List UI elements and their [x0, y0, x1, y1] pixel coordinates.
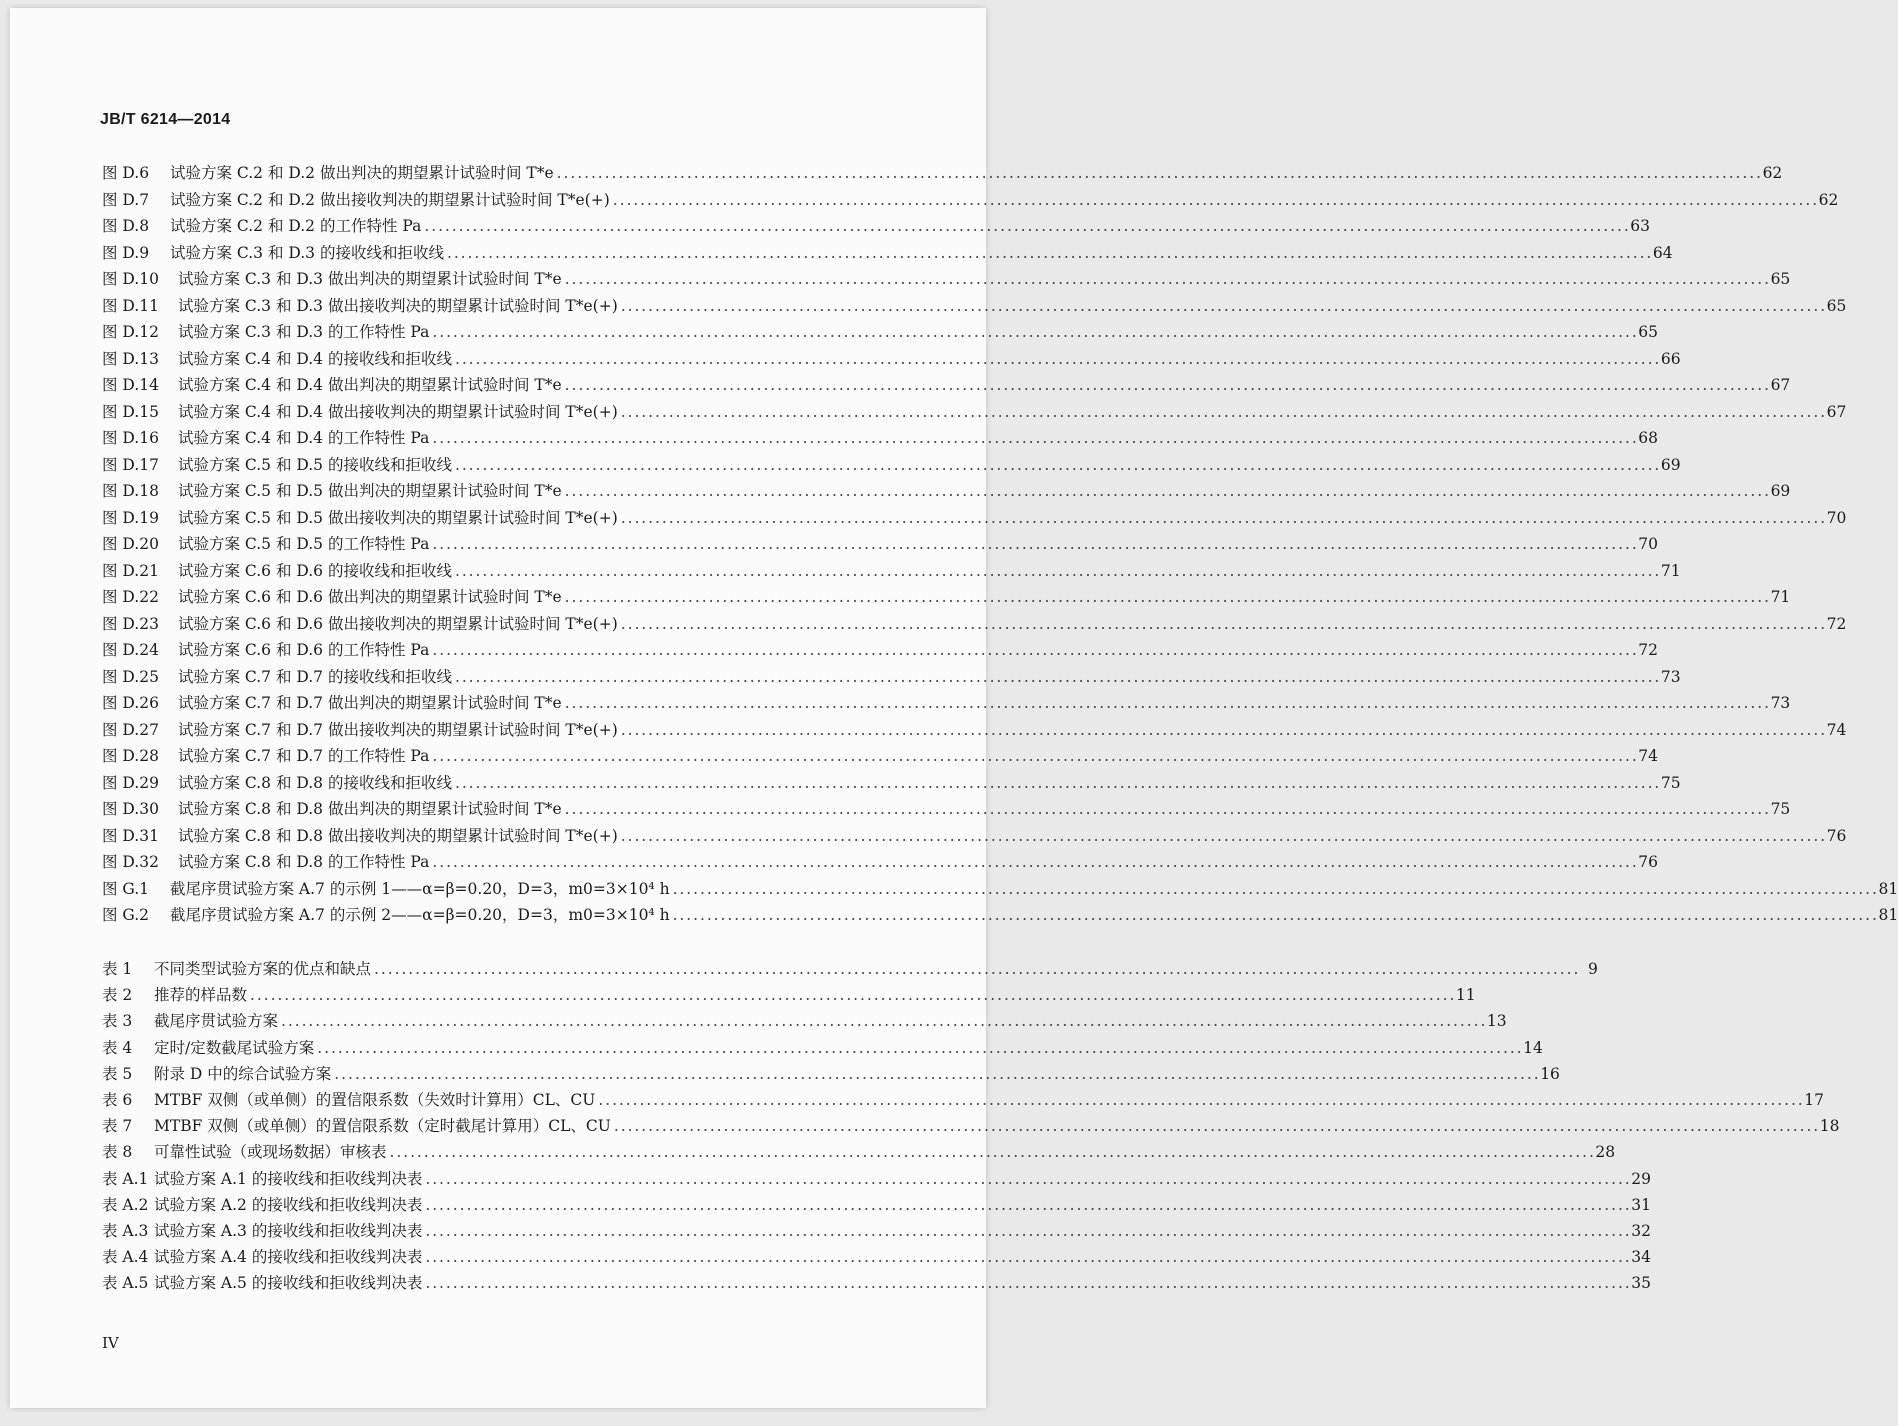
entry-title: 试验方案 C.5 和 D.5 做出接收判决的期望累计试验时间 T*e(+) [178, 508, 618, 527]
entry-title: 附录 D 中的综合试验方案 [154, 1064, 332, 1083]
dot-leader [455, 562, 1658, 580]
entry-number: 表 A.1 [102, 1169, 149, 1188]
dot-leader [425, 1248, 1628, 1266]
figure-entry[interactable] [102, 532, 1658, 559]
entry-page-number: 18 [1819, 1117, 1840, 1136]
figure-entry[interactable] [102, 718, 1847, 745]
figure-entry[interactable] [102, 877, 1898, 904]
entry-number: 图 D.27 [102, 720, 159, 739]
entry-number: 图 D.23 [102, 614, 159, 633]
entry-title: 试验方案 C.4 和 D.4 的接收线和拒收线 [178, 349, 452, 368]
entry-title: 试验方案 C.5 和 D.5 做出判决的期望累计试验时间 T*e [178, 482, 562, 500]
dot-leader [673, 906, 1876, 924]
entry-number: 图 D.9 [102, 243, 150, 262]
entry-title: 试验方案 A.4 的接收线和拒收线判决表 [154, 1248, 423, 1267]
document-page [10, 8, 1898, 1408]
entry-number: 图 D.24 [102, 641, 159, 659]
entry-title: 试验方案 A.5 的接收线和拒收线判决表 [154, 1274, 423, 1293]
figure-entry[interactable] [102, 373, 1791, 400]
figure-entry[interactable] [102, 559, 1681, 586]
table-entry[interactable] [102, 1140, 1616, 1166]
dot-leader [565, 270, 1768, 288]
dot-leader [432, 535, 1635, 553]
entry-title: 定时/定数截尾试验方案 [154, 1038, 315, 1057]
dot-leader [447, 244, 1650, 262]
entry-number: 图 D.26 [102, 694, 159, 712]
dot-leader [281, 1012, 1484, 1030]
dot-leader [621, 297, 1824, 315]
entry-title: 试验方案 C.6 和 D.6 做出判决的期望累计试验时间 T*e [178, 588, 562, 606]
entry-title: 试验方案 C.3 和 D.3 做出判决的期望累计试验时间 T*e [178, 270, 562, 288]
dot-leader [432, 641, 1635, 659]
entry-number: 图 D.30 [102, 800, 159, 818]
entry-number: 图 D.29 [102, 773, 159, 792]
figure-entry[interactable] [102, 267, 1791, 294]
table-entry[interactable] [102, 1219, 1651, 1245]
entry-page-number: 68 [1638, 429, 1658, 447]
table-entry[interactable] [102, 1114, 1840, 1140]
table-entry[interactable] [102, 1062, 1560, 1088]
dot-leader [374, 960, 1577, 978]
dot-leader [621, 827, 1824, 845]
entry-page-number: 17 [1804, 1090, 1824, 1109]
table-entry[interactable] [102, 1245, 1651, 1271]
entry-page-number: 32 [1631, 1221, 1651, 1240]
entry-number: 表 1 [102, 960, 133, 978]
entry-title: 试验方案 A.2 的接收线和拒收线判决表 [154, 1195, 423, 1214]
dot-leader [455, 668, 1658, 686]
figure-entry[interactable] [102, 347, 1681, 374]
entry-number: 图 G.2 [102, 906, 150, 924]
dot-leader [565, 694, 1768, 712]
dot-leader [621, 509, 1824, 527]
entry-page-number: 76 [1826, 826, 1847, 845]
entry-page-number: 70 [1826, 508, 1847, 527]
dot-leader [598, 1091, 1801, 1109]
dot-leader [432, 429, 1635, 447]
entry-page-number: 66 [1660, 349, 1681, 368]
figure-entry[interactable] [102, 585, 1791, 612]
entry-page-number: 71 [1660, 561, 1681, 580]
entry-number: 表 A.5 [102, 1274, 149, 1293]
entry-page-number: 65 [1826, 296, 1847, 315]
entry-title: 试验方案 C.4 和 D.4 做出判决的期望累计试验时间 T*e [178, 376, 562, 394]
entry-title: 试验方案 C.6 和 D.6 做出接收判决的期望累计试验时间 T*e(+) [178, 614, 618, 633]
entry-page-number: 73 [1660, 667, 1681, 686]
figure-entry[interactable] [102, 188, 1839, 215]
figure-entry[interactable] [102, 824, 1847, 851]
entry-number: 图 D.13 [102, 349, 159, 368]
dot-leader [432, 323, 1635, 341]
table-entry[interactable] [102, 1167, 1651, 1193]
entry-page-number: 67 [1826, 402, 1847, 421]
entry-page-number: 71 [1770, 588, 1791, 606]
entry-number: 表 7 [102, 1117, 133, 1136]
entry-number: 图 D.17 [102, 455, 159, 474]
entry-number: 图 D.22 [102, 588, 159, 606]
entry-page-number: 76 [1638, 853, 1658, 871]
entry-page-number: 69 [1660, 455, 1681, 474]
entry-number: 图 D.7 [102, 190, 150, 209]
page-number: IV [102, 1334, 119, 1352]
entry-number: 图 D.6 [102, 164, 150, 182]
entry-number: 图 D.25 [102, 667, 159, 686]
entry-title: 试验方案 C.7 和 D.7 做出接收判决的期望累计试验时间 T*e(+) [178, 720, 618, 739]
table-entry[interactable] [102, 957, 1598, 983]
document-code: JB/T 6214—2014 [100, 111, 231, 128]
table-entry[interactable] [102, 1193, 1651, 1219]
entry-number: 图 D.19 [102, 508, 159, 527]
dot-leader [390, 1143, 1593, 1161]
dot-leader [565, 800, 1768, 818]
entry-number: 图 D.31 [102, 826, 159, 845]
entry-page-number: 72 [1826, 614, 1847, 633]
figure-entry[interactable] [102, 426, 1658, 453]
figure-entry[interactable] [102, 479, 1791, 506]
entry-page-number: 81 [1878, 906, 1898, 924]
dot-leader [455, 774, 1658, 792]
entry-title: 推荐的样品数 [154, 986, 248, 1005]
dot-leader [621, 721, 1824, 739]
list-of-tables [102, 957, 1840, 1297]
entry-page-number: 31 [1631, 1195, 1651, 1214]
entry-page-number: 62 [1818, 190, 1839, 209]
figure-entry[interactable] [102, 612, 1847, 639]
figure-entry[interactable] [102, 665, 1681, 692]
entry-title: 试验方案 C.3 和 D.3 的工作特性 Pa [178, 323, 430, 341]
figure-entry[interactable] [102, 400, 1847, 427]
figure-entry[interactable] [102, 161, 1783, 188]
entry-number: 图 D.20 [102, 535, 159, 553]
entry-page-number: 13 [1486, 1012, 1507, 1031]
figure-entry[interactable] [102, 850, 1658, 877]
dot-leader [424, 217, 1627, 235]
figure-entry[interactable] [102, 797, 1791, 824]
table-entry[interactable] [102, 1088, 1824, 1114]
entry-number: 图 D.15 [102, 402, 159, 421]
figure-entry[interactable] [102, 744, 1658, 771]
entry-title: 试验方案 C.5 和 D.5 的工作特性 Pa [178, 535, 430, 553]
dot-leader [425, 1274, 1628, 1292]
table-entry[interactable] [102, 1271, 1651, 1297]
entry-page-number: 75 [1770, 800, 1791, 818]
entry-number: 图 D.8 [102, 217, 150, 235]
entry-title: 可靠性试验（或现场数据）审核表 [154, 1143, 387, 1162]
entry-page-number: 74 [1638, 747, 1658, 765]
entry-number: 图 G.1 [102, 879, 150, 898]
dot-leader [250, 986, 1453, 1004]
entry-page-number: 65 [1770, 270, 1791, 288]
entry-page-number: 62 [1762, 164, 1783, 182]
entry-page-number: 34 [1631, 1248, 1651, 1267]
dot-leader [432, 747, 1635, 765]
entry-number: 表 2 [102, 986, 133, 1005]
figure-entry[interactable] [102, 241, 1673, 268]
dot-leader [614, 1117, 1817, 1135]
entry-title: 试验方案 C.7 和 D.7 的接收线和拒收线 [178, 667, 452, 686]
figure-entry[interactable] [102, 320, 1658, 347]
entry-page-number: 29 [1631, 1169, 1651, 1188]
dot-leader [455, 350, 1658, 368]
dot-leader [334, 1065, 1537, 1083]
entry-number: 表 4 [102, 1038, 133, 1057]
entry-page-number: 11 [1455, 986, 1476, 1005]
table-entry[interactable] [102, 1036, 1543, 1062]
entry-number: 表 5 [102, 1064, 133, 1083]
entry-number: 图 D.32 [102, 853, 159, 871]
entry-title: 试验方案 C.4 和 D.4 做出接收判决的期望累计试验时间 T*e(+) [178, 402, 618, 421]
dot-leader [565, 376, 1768, 394]
dot-leader [425, 1170, 1628, 1188]
entry-page-number: 14 [1523, 1038, 1543, 1057]
entry-title: 不同类型试验方案的优点和缺点 [154, 960, 372, 978]
entry-title: 截尾序贯试验方案 A.7 的示例 2——α=β=0.20，D=3，m0=3×10⁴ h [170, 906, 670, 924]
entry-number: 表 A.4 [102, 1248, 149, 1267]
figure-entry[interactable] [102, 691, 1791, 718]
entry-number: 表 A.2 [102, 1195, 149, 1214]
entry-number: 图 D.18 [102, 482, 159, 500]
entry-page-number: 35 [1631, 1274, 1651, 1293]
entry-page-number: 69 [1770, 482, 1791, 500]
entry-title: 试验方案 C.3 和 D.3 做出接收判决的期望累计试验时间 T*e(+) [178, 296, 618, 315]
table-entry[interactable] [102, 1009, 1507, 1035]
dot-leader [673, 880, 1876, 898]
entry-page-number: 74 [1826, 720, 1847, 739]
entry-title: 试验方案 C.8 和 D.8 做出接收判决的期望累计试验时间 T*e(+) [178, 826, 618, 845]
entry-title: 试验方案 C.5 和 D.5 的接收线和拒收线 [178, 455, 452, 474]
dot-leader [613, 191, 1816, 209]
dot-leader [565, 588, 1768, 606]
entry-title: 试验方案 C.4 和 D.4 的工作特性 Pa [178, 429, 430, 447]
entry-title: 试验方案 C.7 和 D.7 的工作特性 Pa [178, 747, 430, 765]
dot-leader [432, 853, 1635, 871]
entry-page-number: 16 [1540, 1064, 1560, 1083]
entry-number: 图 D.10 [102, 270, 159, 288]
entry-title: 截尾序贯试验方案 A.7 的示例 1——α=β=0.20，D=3，m0=3×10⁴ h [170, 879, 670, 898]
entry-number: 图 D.14 [102, 376, 159, 394]
entry-number: 图 D.16 [102, 429, 159, 447]
entry-page-number: 73 [1770, 694, 1791, 712]
entry-title: 试验方案 C.8 和 D.8 的工作特性 Pa [178, 853, 430, 871]
figure-entry[interactable] [102, 506, 1847, 533]
entry-page-number: 63 [1630, 217, 1650, 235]
entry-number: 图 D.21 [102, 561, 159, 580]
dot-leader [317, 1039, 1520, 1057]
entry-title: 试验方案 C.2 和 D.2 的工作特性 Pa [170, 217, 422, 235]
dot-leader [621, 403, 1824, 421]
list-of-figures [102, 161, 1898, 930]
entry-number: 表 8 [102, 1143, 133, 1162]
dot-leader [425, 1196, 1628, 1214]
entry-title: 试验方案 C.8 和 D.8 的接收线和拒收线 [178, 773, 452, 792]
entry-page-number: 64 [1652, 243, 1673, 262]
entry-page-number: 81 [1878, 879, 1898, 898]
entry-page-number: 65 [1638, 323, 1658, 341]
entry-title: MTBF 双侧（或单侧）的置信限系数（定时截尾计算用）CL、CU [154, 1117, 611, 1136]
entry-title: 试验方案 C.8 和 D.8 做出判决的期望累计试验时间 T*e [178, 800, 562, 818]
entry-page-number: 67 [1770, 376, 1791, 394]
entry-title: 截尾序贯试验方案 [154, 1012, 279, 1031]
dot-leader [565, 482, 1768, 500]
entry-title: MTBF 双侧（或单侧）的置信限系数（失效时计算用）CL、CU [154, 1090, 596, 1109]
dot-leader [455, 456, 1658, 474]
figure-entry[interactable] [102, 214, 1650, 241]
figure-entry[interactable] [102, 453, 1681, 480]
dot-leader [621, 615, 1824, 633]
entry-number: 表 3 [102, 1012, 133, 1031]
entry-page-number: 70 [1638, 535, 1658, 553]
table-entry[interactable] [102, 983, 1476, 1009]
entry-number: 图 D.28 [102, 747, 159, 765]
entry-number: 表 A.3 [102, 1221, 149, 1240]
entry-title: 试验方案 A.3 的接收线和拒收线判决表 [154, 1221, 423, 1240]
entry-page-number: 28 [1595, 1143, 1616, 1162]
entry-page-number: 9 [1588, 960, 1598, 978]
entry-title: 试验方案 C.2 和 D.2 做出接收判决的期望累计试验时间 T*e(+) [170, 190, 610, 209]
entry-page-number: 75 [1660, 773, 1681, 792]
entry-number: 图 D.12 [102, 323, 159, 341]
dot-leader [557, 164, 1760, 182]
entry-title: 试验方案 A.1 的接收线和拒收线判决表 [154, 1169, 423, 1188]
dot-leader [425, 1222, 1628, 1240]
entry-page-number: 72 [1638, 641, 1658, 659]
entry-number: 图 D.11 [102, 296, 159, 315]
entry-title: 试验方案 C.6 和 D.6 的工作特性 Pa [178, 641, 430, 659]
figure-entry[interactable] [102, 771, 1681, 798]
entry-number: 表 6 [102, 1090, 133, 1109]
entry-title: 试验方案 C.7 和 D.7 做出判决的期望累计试验时间 T*e [178, 694, 562, 712]
entry-title: 试验方案 C.6 和 D.6 的接收线和拒收线 [178, 561, 452, 580]
figure-entry[interactable] [102, 638, 1658, 665]
figure-entry[interactable] [102, 903, 1898, 930]
entry-title: 试验方案 C.2 和 D.2 做出判决的期望累计试验时间 T*e [170, 164, 554, 182]
figure-entry[interactable] [102, 294, 1847, 321]
entry-title: 试验方案 C.3 和 D.3 的接收线和拒收线 [170, 243, 444, 262]
